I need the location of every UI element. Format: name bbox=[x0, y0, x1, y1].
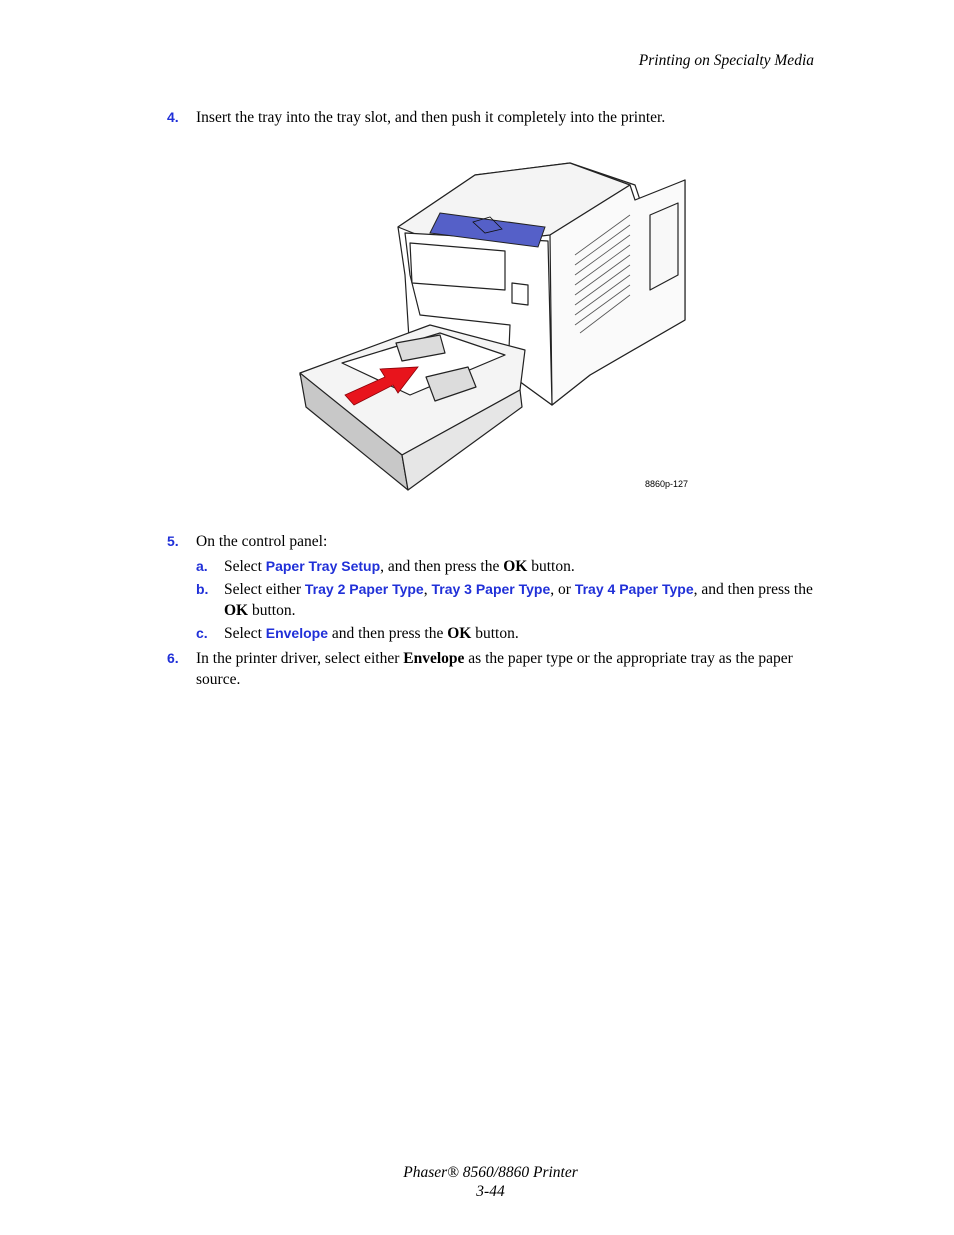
ui-term-paper-tray-setup: Paper Tray Setup bbox=[265, 558, 381, 574]
substep-5c bbox=[196, 623, 817, 644]
step-text: Insert the tray into the tray slot, and then push it completely into the printer. bbox=[196, 109, 666, 126]
ok-term: OK bbox=[503, 558, 528, 575]
printer-illustration bbox=[290, 155, 690, 495]
ok-term: OK bbox=[447, 625, 472, 642]
substep-text: Select Envelope and then press the OK button. bbox=[224, 625, 519, 642]
page-footer bbox=[0, 1163, 954, 1201]
ui-term-tray-3: Tray 3 Paper Type bbox=[431, 581, 551, 597]
substep-text: Select either Tray 2 Paper Type, Tray 3 Paper Type, or Tray 4 Paper Type, and then press the OK button. bbox=[224, 581, 813, 619]
figure-label: 8860p-127 bbox=[645, 479, 689, 489]
step-6 bbox=[167, 648, 817, 690]
step-number: 6. bbox=[167, 650, 179, 666]
envelope-term: Envelope bbox=[403, 650, 465, 667]
footer-page-number: 3-44 bbox=[476, 1183, 505, 1200]
step-5 bbox=[167, 531, 817, 552]
printer-tray-illustration bbox=[290, 155, 690, 495]
substep-5b bbox=[196, 579, 817, 621]
substep-letter: c. bbox=[196, 625, 208, 641]
step-text: In the printer driver, select either Envelope as the paper type or the appropriate tray as the paper source. bbox=[196, 650, 793, 688]
step-text: On the control panel: bbox=[196, 533, 328, 550]
substep-5a bbox=[196, 556, 817, 577]
footer-product: Phaser® 8560/8860 Printer bbox=[403, 1164, 578, 1181]
step-number: 4. bbox=[167, 109, 179, 125]
step-4 bbox=[167, 107, 817, 128]
ui-term-tray-4: Tray 4 Paper Type bbox=[574, 581, 694, 597]
step-number: 5. bbox=[167, 533, 179, 549]
ui-term-envelope: Envelope bbox=[265, 625, 328, 641]
running-header: Printing on Specialty Media bbox=[638, 52, 814, 69]
ui-term-tray-2: Tray 2 Paper Type bbox=[304, 581, 424, 597]
substep-letter: b. bbox=[196, 581, 209, 597]
ok-term: OK bbox=[224, 602, 249, 619]
substep-letter: a. bbox=[196, 558, 208, 574]
substep-text: Select Paper Tray Setup, and then press the OK button. bbox=[224, 558, 575, 575]
